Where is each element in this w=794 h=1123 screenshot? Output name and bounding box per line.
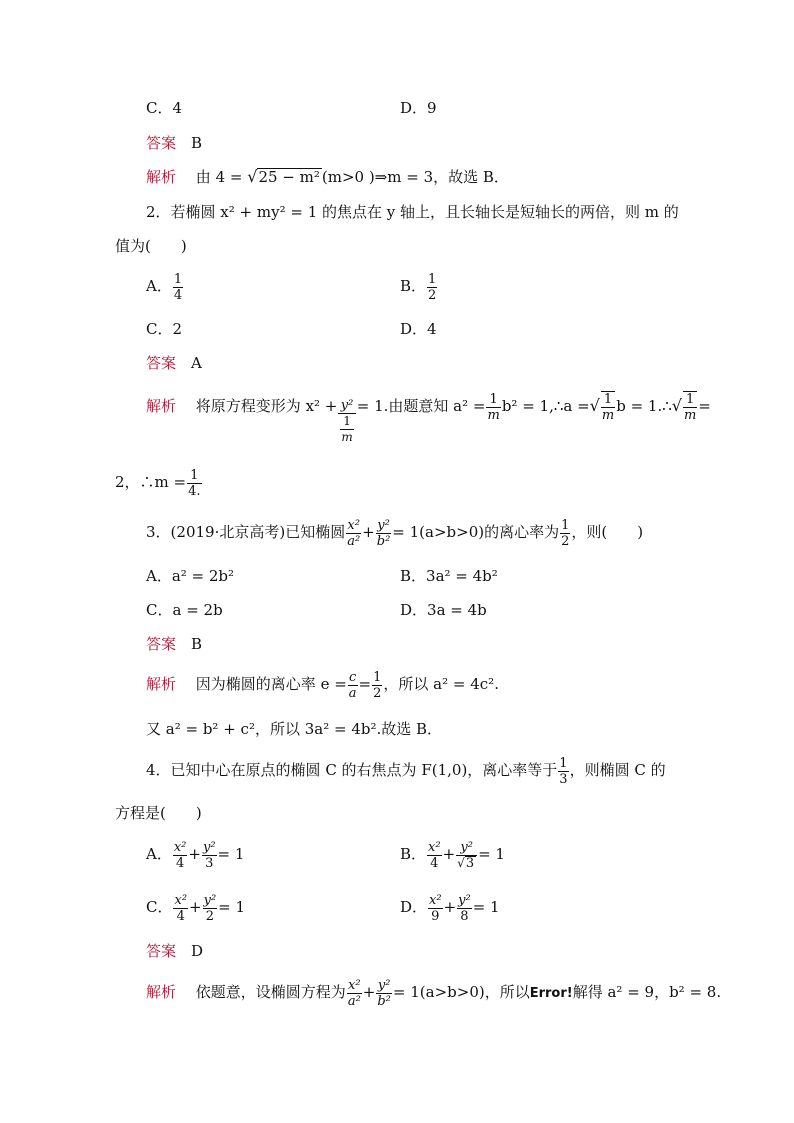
fraction: $\frac{1}{m}$ [487,391,500,423]
q2-stem-line2: 值为( ) [115,237,187,255]
q1-answer [146,133,202,153]
q2-option-b: B． $\frac{1}{2}$ [400,271,437,303]
q3-option-b: B．3a² = 4b² [400,567,498,585]
q2-option-d: D．4 [400,320,437,338]
q2-solution: 解析 将原方程变形为 x² + $\frac{\text{y²}}{\frac{1}{m}}$ = 1.由题意知 a² = $\frac{1}{m}$ b² = 1,∴a =√ $\frac{1}{m}$ b = 1.∴√ $\frac{1}{m}$ = [146,391,711,444]
answer-label: 答案 [146,942,177,960]
q4-solution: 解析 依题意，设椭圆方程为 $\frac{\text{x²}}{\text{a²}}$ + $\frac{\text{y²}}{\text{b²}}$ = 1(a>b>0)，所以Error!解得 a² = 9，b² = 8. [146,977,722,1009]
fraction: $\frac{\text{x²}}{\text{a²}}$ [347,517,361,549]
q3-option-d: D．3a = 4b [400,601,487,619]
fraction: $\frac{1}{2}$ [373,669,382,701]
solution-label: 解析 [146,983,177,1001]
q3-stem: 3．(2019·北京高考)已知椭圆 $\frac{\text{x²}}{\text{a²}}$ + $\frac{\text{y²}}{\text{b²}}$ = 1(a>b>0)的离心率为 $\frac{1}{2}$ ，则( ) [146,517,644,549]
q1-option-c: C．4 [146,99,183,117]
radicand: 25 − m² [258,168,320,186]
answer-label: 答案 [146,354,177,372]
q3-solution-line2: 又 a² = b² + c²，所以 3a² = 4b².故选 B． [146,720,443,738]
answer-value: B [191,134,203,152]
q2-option-c: C．2 [146,320,183,338]
fraction: $\frac{1}{3}$ [559,755,568,787]
q3-option-a: A．a² = 2b² [146,567,235,585]
q2-answer [146,353,202,373]
q4-option-c: C． $\frac{\text{x²}}{4}$ + $\frac{\text{y²}}{2}$ = 1 [146,892,246,924]
fraction: $\frac{1}{2}$ [428,271,437,303]
fraction: $\frac{\text{y²}}{\text{b²}}$ [377,977,391,1009]
q2-solution-line2: 2，∴m = $\frac{1}{4.}$ [115,467,201,499]
q4-option-a: A． $\frac{\text{x²}}{4}$ + $\frac{\text{y²}}{3}$ = 1 [146,839,245,871]
q3-solution: 解析 因为椭圆的离心率 e = $\frac{c}{a}$ = $\frac{1}{2}$ ，所以 a² = 4c². [146,669,499,701]
solution-label: 解析 [146,397,177,415]
q4-answer [146,941,203,961]
q3-option-c: C．a = 2b [146,601,223,619]
q4-option-b: B． $\frac{\text{x²}}{4}$ + $\frac{\text{y²}}{√3}$ = 1 [400,839,505,871]
q2-option-a: A． $\frac{1}{4}$ [146,271,183,303]
q2-stem-line1: 2．若椭圆 x² + my² = 1 的焦点在 y 轴上，且长轴长是短轴长的两倍，则 m 的 [146,203,679,221]
solution-text: 由 4 = [195,168,243,186]
answer-value: D [191,942,204,960]
q1-option-d: D．9 [400,99,437,117]
q1-solution: 解析 由 4 = √25 − m² (m>0 )⇒m = 3，故选 B． [146,167,509,186]
answer-label: 答案 [146,635,177,653]
q4-stem-line1: 4．已知中心在原点的椭圆 C 的右焦点为 F(1,0)，离心率等于 $\frac{1}{3}$ ，则椭圆 C 的 [146,755,666,787]
q3-answer [146,634,202,654]
q4-stem-line2: 方程是( ) [115,804,202,822]
fraction: $\frac{1}{4.}$ [188,467,201,499]
fraction: $\frac{1}{2}$ [561,517,570,549]
q4-option-d: D． $\frac{\text{x²}}{9}$ + $\frac{\text{y²}}{8}$ = 1 [400,892,500,924]
solution-label: 解析 [146,168,177,186]
fraction: $\frac{\text{y²}}{\text{b²}}$ [376,517,391,549]
error-text: Error! [529,986,573,1001]
answer-label: 答案 [146,134,177,152]
solution-text: (m>0 )⇒m = 3，故选 B． [321,168,509,186]
fraction: $\frac{1}{4}$ [173,271,183,303]
fraction: $\frac{c}{a}$ [348,669,357,701]
solution-label: 解析 [146,675,177,693]
answer-value: B [191,635,203,653]
fraction: $\frac{\text{x²}}{\text{a²}}$ [347,977,361,1009]
answer-value: A [191,354,202,372]
fraction: $\frac{\text{y²}}{\frac{1}{m}}$ [338,398,355,445]
